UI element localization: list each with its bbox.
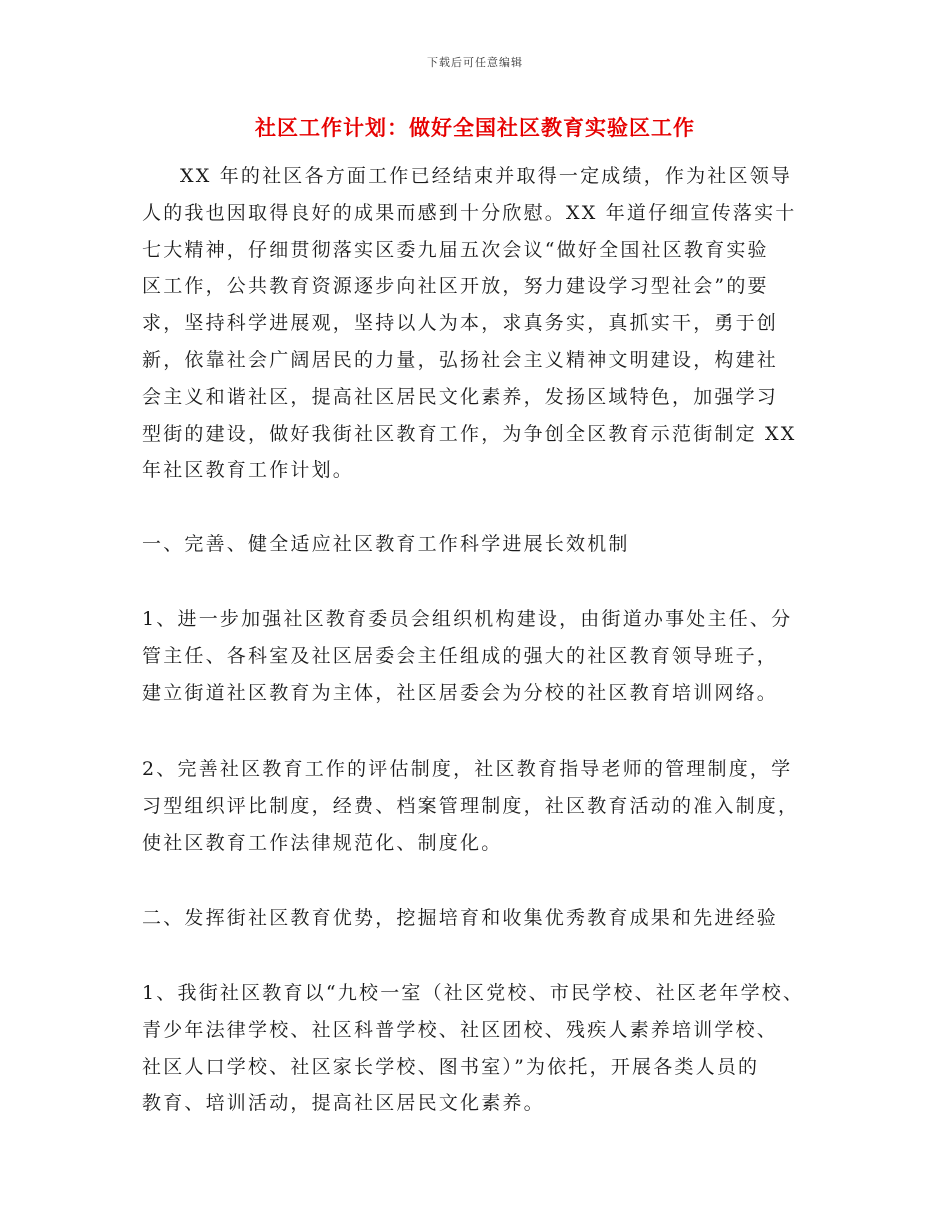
item-line: 1、进一步加强社区教育委员会组织机构建设，由街道办事处主任、分 [142, 608, 793, 630]
intro-line: 七大精神，仔细贯彻落实区委九届五次会议“做好全国社区教育实验 [142, 238, 769, 261]
intro-line: 求，坚持科学进展观，坚持以人为本，求真务实，真抓实干，勇于创 [142, 312, 779, 335]
document-title: 社区工作计划：做好全国社区教育实验区工作 [255, 116, 695, 140]
intro-line: 人的我也因取得良好的成果而感到十分欣慰。XX 年道仔细宣传落实十 [142, 201, 797, 224]
item-line: 1、我街社区教育以“九校一室（社区党校、市民学校、社区老年学校、 [142, 982, 805, 1004]
section-heading-text: 二、发挥街社区教育优势，挖掘培育和收集优秀教育成果和先进经验 [142, 907, 779, 929]
item-line: 2、完善社区教育工作的评估制度，社区教育指导老师的管理制度，学 [142, 758, 793, 780]
section2-item-1 [142, 975, 822, 1122]
intro-line: 区工作，公共教育资源逐步向社区开放，努力建设学习型社会”的要 [142, 275, 769, 298]
section1-item-1 [142, 601, 822, 711]
item-line: 青少年法律学校、社区科普学校、社区团校、残疾人素养培训学校、 [142, 1018, 779, 1041]
item-line: 社区人口学校、社区家长学校、图书室）”为依托，开展各类人员的 [142, 1055, 760, 1078]
item-line: 使社区教育工作法律规范化、制度化。 [142, 831, 503, 854]
section1-item-2 [142, 751, 822, 861]
intro-line: 型街的建设，做好我街社区教育工作，为争创全区教育示范街制定 XX [142, 422, 797, 445]
intro-line: XX 年的社区各方面工作已经结束并取得一定成绩，作为社区领导 [180, 165, 793, 187]
intro-paragraph [142, 158, 822, 489]
item-line: 习型组织评比制度，经费、档案管理制度，社区教育活动的准入制度， [142, 794, 800, 817]
intro-line: 会主义和谐社区，提高社区居民文化素养，发扬区域特色，加强学习 [142, 385, 779, 408]
item-line: 教育、培训活动，提高社区居民文化素养。 [142, 1092, 545, 1115]
intro-line: 年社区教育工作计划。 [142, 459, 355, 482]
intro-line: 新，依靠社会广阔居民的力量，弘扬社会主义精神文明建设，构建社 [142, 348, 779, 371]
item-line: 管主任、各科室及社区居委会主任组成的强大的社区教育领导班子， [142, 644, 779, 667]
section-heading-1 [142, 526, 822, 563]
section-heading-text: 一、完善、健全适应社区教育工作科学进展长效机制 [142, 533, 630, 555]
header-note: 下载后可任意编辑 [427, 56, 523, 69]
item-line: 建立街道社区教育为主体，社区居委会为分校的社区教育培训网络。 [142, 681, 779, 704]
section-heading-2 [142, 900, 822, 937]
